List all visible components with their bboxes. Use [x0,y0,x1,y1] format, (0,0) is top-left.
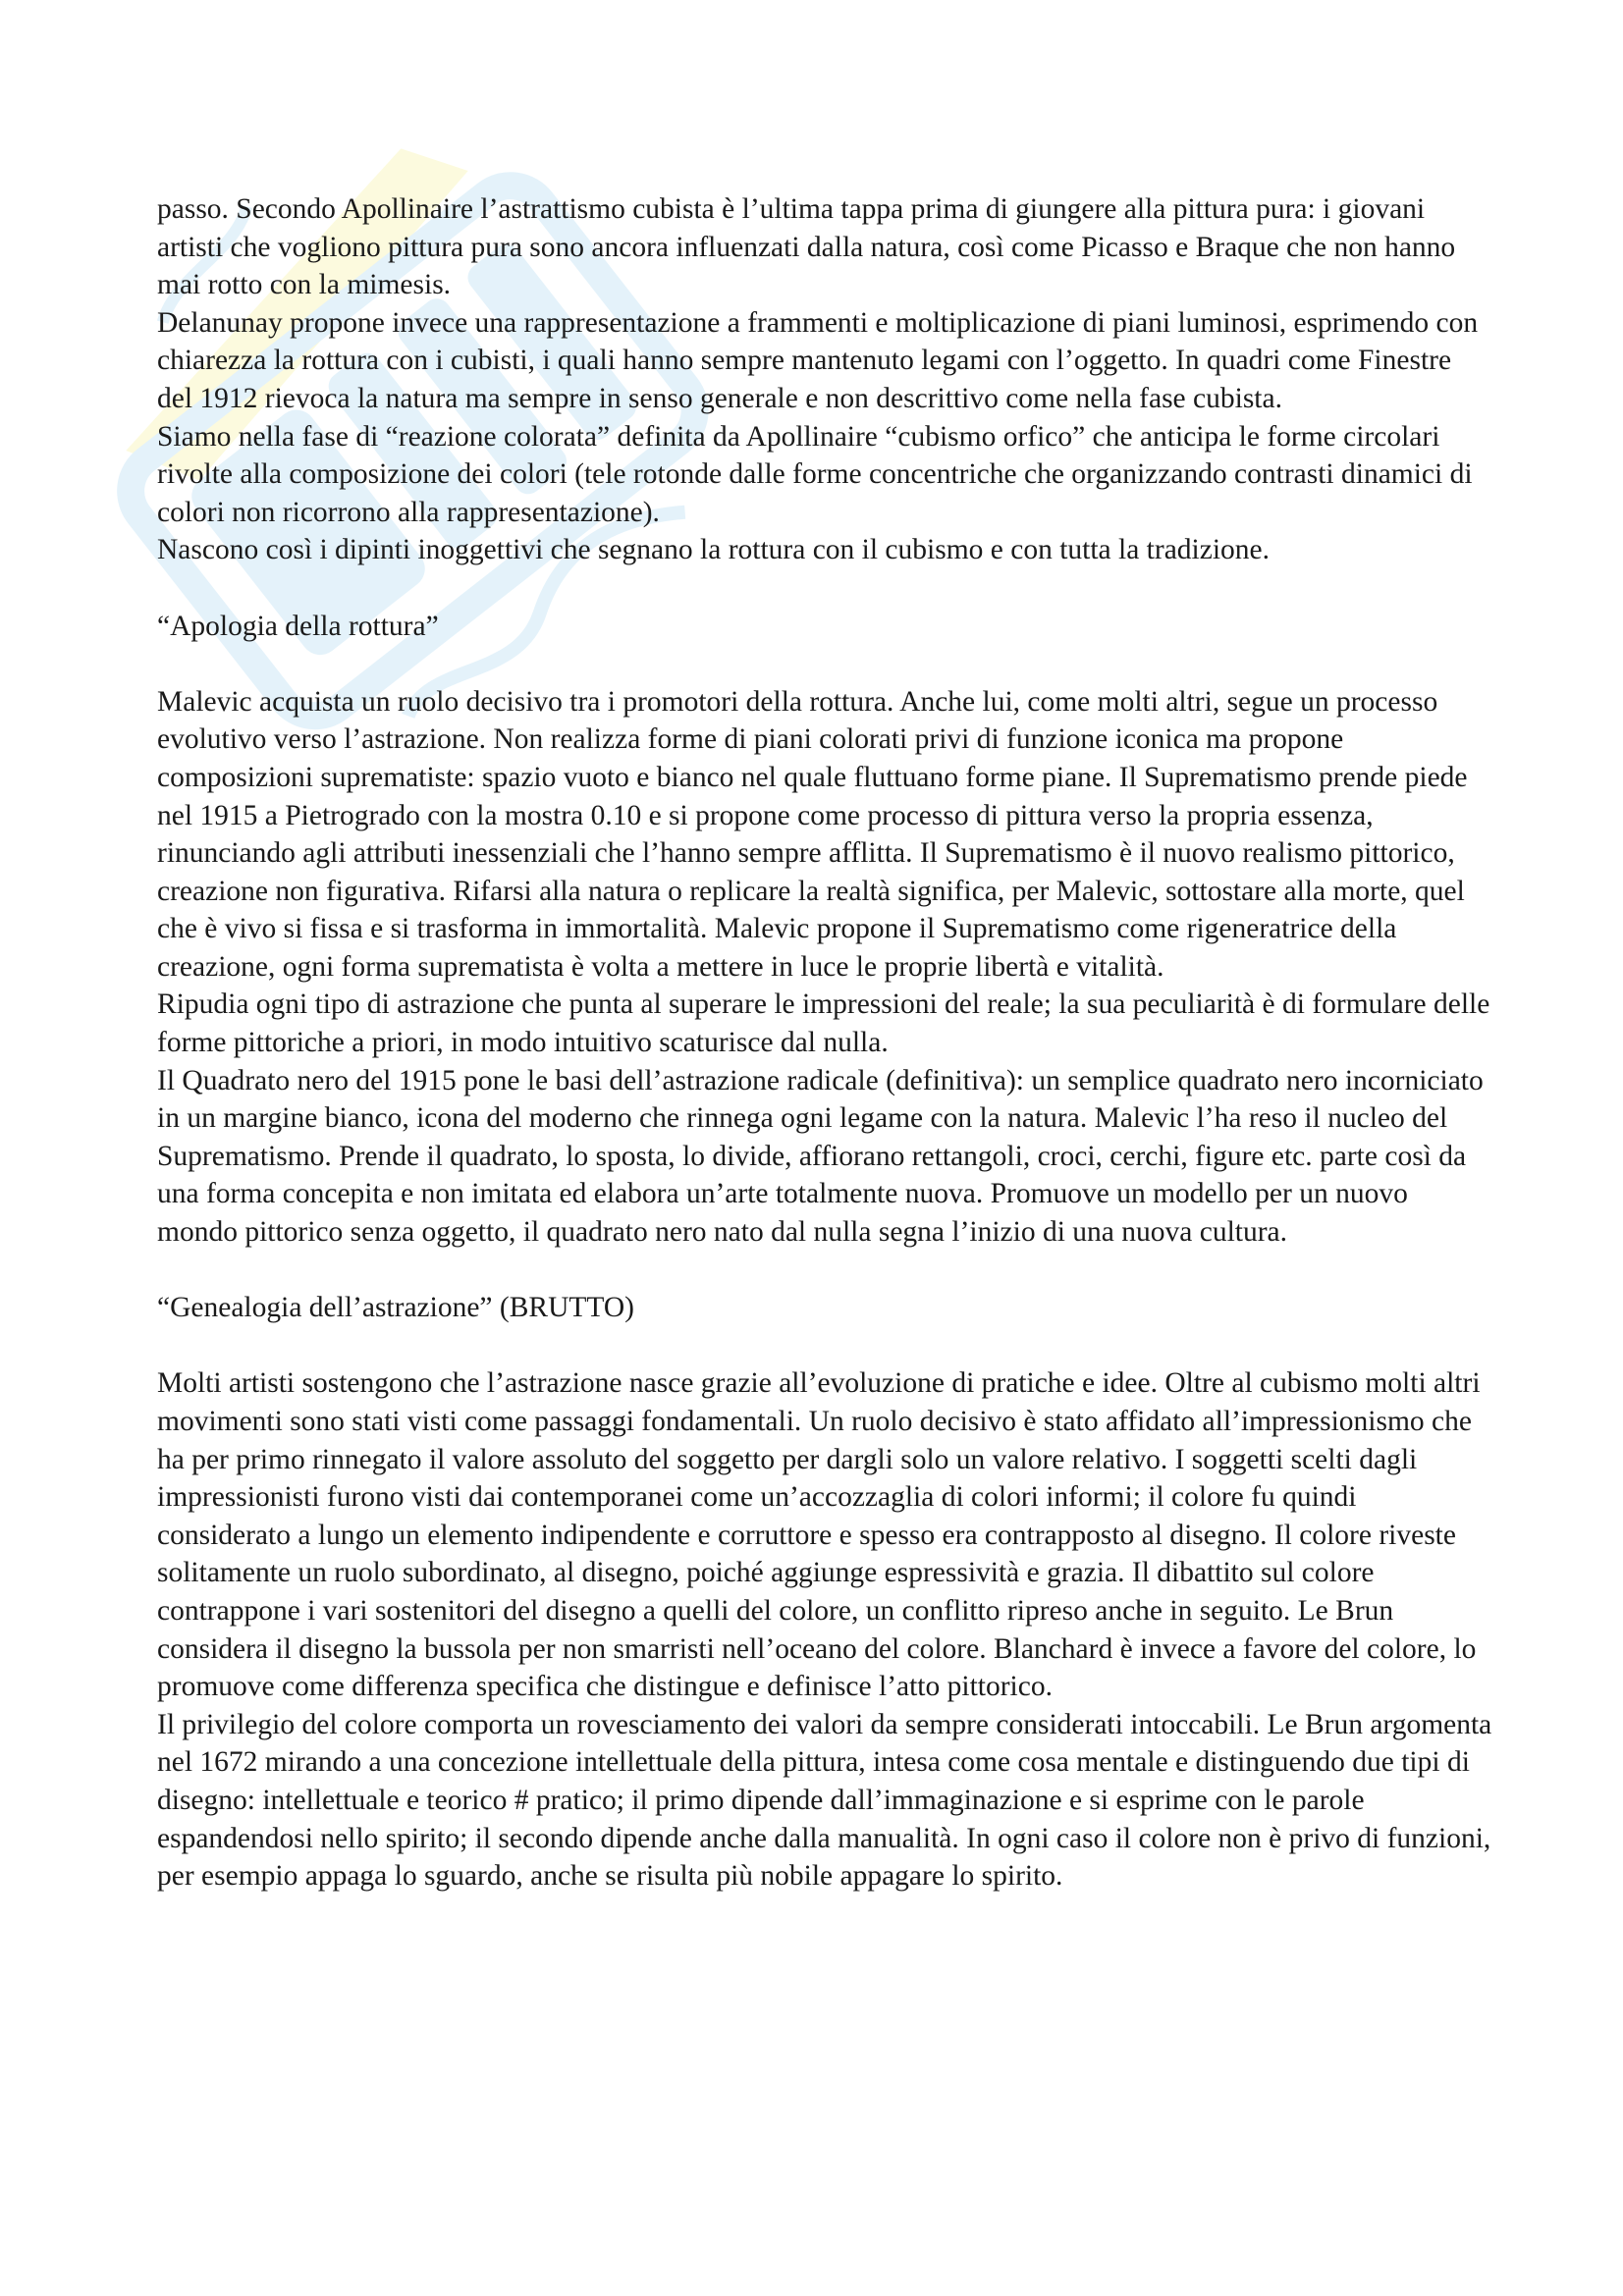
paragraph: Siamo nella fase di “reazione colorata” definita da Apollinaire “cubismo orfico” che anticipa le forme circolari rivolte alla composizione dei colori (tele rotonde dalle forme concentriche che organizzando contrasti dinamici di colori non ricorrono alla rappresentazione). [157,420,1473,528]
paragraph: Ripudia ogni tipo di astrazione che punta al superare le impressioni del reale; la sua peculiarità è di formulare delle forme pittoriche a priori, in modo intuitivo scaturisce dal nulla. [157,988,1490,1059]
spacer [157,645,1492,683]
paragraph: Delanunay propone invece una rappresentazione a frammenti e moltiplicazione di piani luminosi, esprimendo con chiarezza la rottura con i cubisti, i quali hanno sempre mantenuto legami con l’oggetto. In quadri come Finestre del 1912 rievoca la natura ma sempre in senso generale e non descrittivo come nella fase cubista. [157,306,1479,414]
paragraph: Il Quadrato nero del 1915 pone le basi dell’astrazione radicale (definitiva): un semplice quadrato nero incorniciato in un margine bianco, icona del moderno che rinnega ogni legame con la natura. Malevic l’ha reso il nucleo del Suprematismo. Prende il quadrato, lo sposta, lo divide, affiorano rettangoli, croci, cerchi, figure etc. parte così da una forma concepita e non imitata ed elabora un’arte totalmente nuova. Promuove un modello per un nuovo mondo pittorico senza oggetto, il quadrato nero nato dal nulla segna l’inizio di una nuova cultura. [157,1064,1484,1249]
spacer [157,1252,1492,1290]
document-page [157,190,1492,1896]
section-apologia [157,683,1492,1252]
paragraph: Molti artisti sostengono che l’astrazione nasce grazie all’evoluzione di pratiche e idee. Oltre al cubismo molti altri movimenti sono stati visti come passaggi fondamentali. Un ruolo decisivo è stato affidato all’impressionismo che ha per primo rinnegato il valore assoluto del soggetto per dargli solo un valore relativo. I soggetti scelti dagli impressionisti furono visti dai contemporanei come un’accozzaglia di colori informi; il colore fu quindi considerato a lungo un elemento indipendente e corruttore e spesso era contrapposto al disegno. Il colore riveste solitamente un ruolo subordinato, al disegno, poiché aggiunge espressività e grazia. Il dibattito sul colore contrappone i vari sostenitori del disegno a quelli del colore, un conflitto ripreso anche in seguito. Le Brun considera il disegno la bussola per non smarristi nell’oceano del colore. Blanchard è invece a favore del colore, lo promuove come differenza specifica che distingue e definisce l’atto pittorico. [157,1367,1481,1703]
paragraph: passo. Secondo Apollinaire l’astrattismo cubista è l’ultima tappa prima di giungere alla pittura pura: i giovani artisti che vogliono pittura pura sono ancora influenzati dalla natura, così come Picasso e Braque che non hanno mai rotto con la mimesis. [157,193,1456,301]
paragraph: Malevic acquista un ruolo decisivo tra i promotori della rottura. Anche lui, come molti altri, segue un processo evolutivo verso l’astrazione. Non realizza forme di piani colorati privi di funzione iconica ma propone composizioni suprematiste: spazio vuoto e bianco nel quale fluttuano forme piane. Il Suprematismo prende piede nel 1915 a Pietrogrado con la mostra 0.10 e si propone come processo di pittura verso la propria essenza, rinunciando agli attributi inessenziali che l’hanno sempre afflitta. Il Suprematismo è il nuovo realismo pittorico, creazione non figurativa. Rifarsi alla natura o replicare la realtà significa, per Malevic, sottostare alla morte, quel che è vivo si fissa e si trasforma in immortalità. Malevic propone il Suprematismo come rigeneratrice della creazione, ogni forma suprematista è volta a mettere in luce le proprie libertà e vitalità. [157,685,1468,983]
section-genealogia [157,1364,1492,1895]
spacer [157,1327,1492,1365]
spacer [157,569,1492,608]
paragraph: Nascono così i dipinti inoggettivi che segnano la rottura con il cubismo e con tutta la tradizione. [157,534,1270,566]
section-cubismo-orfico [157,190,1492,569]
paragraph: Il privilegio del colore comporta un rovesciamento dei valori da sempre considerati intoccabili. Le Brun argomenta nel 1672 mirando a una concezione intellettuale della pittura, intesa come cosa mentale e distinguendo due tipi di disegno: intellettuale e teorico # pratico; il primo dipende dall’immaginazione e si esprime con le parole espandendosi nello spirito; il secondo dipende anche dalla manualità. In ogni caso il colore non è privo di funzioni, per esempio appaga lo sguardo, anche se risulta più nobile appagare lo spirito. [157,1708,1492,1893]
section-heading: “Apologia della rottura” [157,610,439,642]
section-heading: “Genealogia dell’astrazione” (BRUTTO) [157,1292,635,1324]
